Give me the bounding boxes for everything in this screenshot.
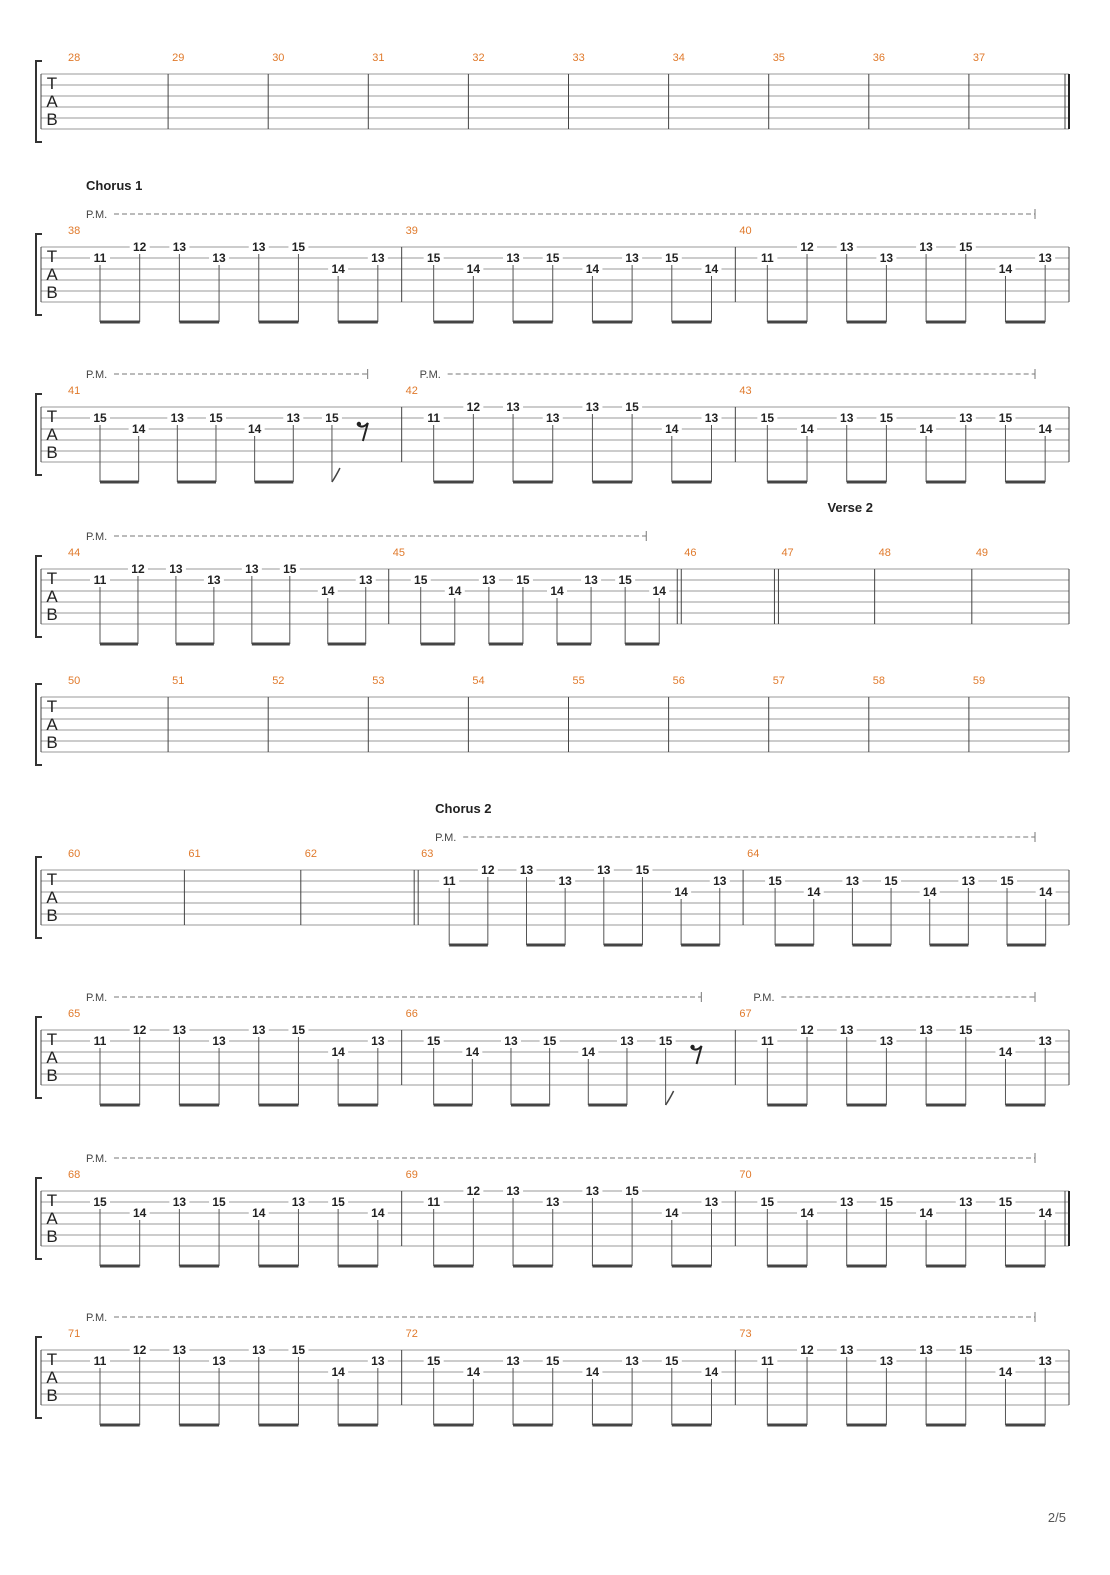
fret-number: 13 — [506, 1354, 520, 1368]
fret-number: 15 — [635, 863, 650, 877]
palm-mute-label: P.M. — [86, 1312, 108, 1324]
fret-number: 15 — [760, 1195, 775, 1209]
measure-number: 63 — [421, 848, 434, 860]
clef-letter: A — [46, 1048, 58, 1067]
fret-number: 13 — [546, 1195, 560, 1209]
fret-number: 13 — [1038, 1034, 1052, 1048]
fret-number: 15 — [658, 1034, 673, 1048]
section-marker: Chorus 2 — [435, 801, 492, 816]
measure-number: 65 — [68, 1008, 81, 1020]
note-flag — [332, 468, 340, 482]
tab-system — [36, 992, 1069, 1105]
measure-number: 46 — [684, 547, 697, 559]
fret-number: 15 — [331, 1195, 345, 1209]
fret-number: 13 — [212, 1034, 226, 1048]
clef-letter: B — [46, 110, 58, 129]
measure-number: 41 — [68, 385, 81, 397]
measure-number: 43 — [739, 385, 752, 397]
measure-number: 69 — [405, 1169, 418, 1181]
fret-number: 14 — [448, 584, 462, 598]
measure-number: 32 — [472, 52, 485, 64]
fret-number: 13 — [212, 1354, 226, 1368]
fret-number: 13 — [172, 240, 187, 254]
fret-number: 14 — [652, 584, 666, 598]
tab-system — [36, 801, 1069, 945]
clef-letter: A — [46, 92, 58, 111]
clef-letter: B — [46, 1386, 58, 1405]
clef-letter: T — [46, 1350, 58, 1369]
fret-number: 12 — [131, 562, 145, 576]
fret-number: 13 — [212, 251, 226, 265]
fret-number: 14 — [998, 1045, 1013, 1059]
fret-number: 13 — [1038, 251, 1052, 265]
fret-number: 15 — [325, 411, 339, 425]
fret-number: 13 — [252, 1023, 266, 1037]
fret-number: 14 — [585, 262, 600, 276]
fret-number: 12 — [133, 240, 147, 254]
fret-number: 13 — [286, 411, 300, 425]
page-number: 2/5 — [1047, 1510, 1066, 1525]
fret-number: 12 — [481, 863, 495, 877]
measure-number: 57 — [772, 675, 785, 687]
fret-number: 12 — [133, 1343, 147, 1357]
measure-number: 55 — [572, 675, 585, 687]
tab-system — [36, 675, 1069, 765]
fret-number: 14 — [665, 1206, 679, 1220]
measure-number: 61 — [188, 848, 201, 860]
fret-number: 15 — [768, 874, 782, 888]
fret-number: 13 — [959, 1195, 973, 1209]
fret-number: 15 — [959, 240, 973, 254]
fret-number: 13 — [879, 251, 894, 265]
fret-number: 13 — [506, 251, 520, 265]
clef-letter: B — [46, 605, 58, 624]
fret-number: 11 — [760, 251, 774, 265]
clef-letter: A — [46, 1368, 58, 1387]
fret-number: 13 — [252, 1343, 266, 1357]
fret-number: 14 — [466, 262, 481, 276]
measure-number: 52 — [272, 675, 285, 687]
fret-number: 13 — [169, 562, 183, 576]
fret-number: 15 — [618, 573, 632, 587]
clef-letter: T — [46, 1030, 58, 1049]
fret-number: 14 — [1038, 1206, 1052, 1220]
measure-number: 37 — [972, 52, 986, 64]
fret-number: 13 — [1038, 1354, 1052, 1368]
fret-number: 13 — [840, 1343, 854, 1357]
fret-number: 13 — [252, 240, 266, 254]
clef-letter: B — [46, 443, 58, 462]
fret-number: 15 — [959, 1023, 973, 1037]
measure-number: 53 — [372, 675, 385, 687]
fret-number: 13 — [840, 1195, 854, 1209]
fret-number: 15 — [625, 1184, 639, 1198]
fret-number: 14 — [704, 262, 719, 276]
fret-number: 12 — [466, 1184, 481, 1198]
fret-number: 14 — [581, 1045, 595, 1059]
tab-system — [36, 369, 1069, 482]
measure-number: 28 — [68, 52, 81, 64]
fret-number: 13 — [245, 562, 259, 576]
fret-number: 11 — [93, 573, 107, 587]
fret-number: 15 — [760, 411, 775, 425]
fret-number: 13 — [840, 1023, 854, 1037]
fret-number: 15 — [291, 1343, 306, 1357]
fret-number: 14 — [331, 262, 345, 276]
eighth-rest-dot — [357, 422, 361, 426]
measure-number: 47 — [781, 547, 794, 559]
palm-mute-label: P.M. — [86, 369, 108, 381]
section-marker: Verse 2 — [827, 500, 873, 515]
tab-system — [36, 178, 1069, 322]
fret-number: 13 — [704, 411, 719, 425]
fret-number: 15 — [884, 874, 898, 888]
fret-number: 14 — [1038, 422, 1052, 436]
fret-number: 14 — [704, 1365, 719, 1379]
fret-number: 13 — [625, 251, 639, 265]
fret-number: 14 — [800, 422, 814, 436]
fret-number: 13 — [704, 1195, 719, 1209]
measure-number: 34 — [672, 52, 685, 64]
fret-number: 15 — [665, 1354, 679, 1368]
clef-letter: T — [46, 697, 58, 716]
fret-number: 14 — [331, 1045, 345, 1059]
fret-number: 14 — [371, 1206, 385, 1220]
fret-number: 15 — [426, 1354, 441, 1368]
clef-letter: B — [46, 1066, 58, 1085]
section-marker: Chorus 1 — [86, 178, 143, 193]
fret-number: 14 — [919, 422, 933, 436]
eighth-rest-dot — [690, 1045, 694, 1049]
fret-number: 15 — [546, 1354, 560, 1368]
fret-number: 13 — [172, 1195, 187, 1209]
clef-letter: T — [46, 1191, 58, 1210]
fret-number: 14 — [998, 262, 1013, 276]
fret-number: 15 — [998, 1195, 1013, 1209]
measure-number: 40 — [739, 225, 752, 237]
clef-letter: A — [46, 587, 58, 606]
fret-number: 13 — [172, 1343, 187, 1357]
fret-number: 14 — [1038, 885, 1053, 899]
fret-number: 15 — [414, 573, 428, 587]
fret-number: 13 — [207, 573, 221, 587]
clef-letter: T — [46, 407, 58, 426]
fret-number: 13 — [840, 240, 854, 254]
fret-number: 13 — [371, 251, 385, 265]
fret-number: 13 — [840, 411, 854, 425]
measure-number: 29 — [172, 52, 185, 64]
measure-number: 51 — [172, 675, 185, 687]
tab-system — [36, 1153, 1069, 1266]
fret-number: 12 — [800, 1343, 814, 1357]
fret-number: 13 — [519, 863, 534, 877]
fret-number: 13 — [620, 1034, 634, 1048]
fret-number: 13 — [879, 1354, 894, 1368]
palm-mute-label: P.M. — [86, 1153, 108, 1165]
clef-letter: A — [46, 1209, 58, 1228]
fret-number: 14 — [131, 422, 146, 436]
fret-number: 15 — [879, 1195, 894, 1209]
fret-number: 13 — [371, 1354, 385, 1368]
fret-number: 13 — [713, 874, 727, 888]
measure-number: 70 — [739, 1169, 752, 1181]
fret-number: 14 — [252, 1206, 266, 1220]
fret-number: 13 — [546, 411, 560, 425]
fret-number: 14 — [550, 584, 564, 598]
fret-number: 13 — [597, 863, 611, 877]
fret-number: 13 — [584, 573, 598, 587]
fret-number: 13 — [506, 400, 520, 414]
clef-letter: T — [46, 569, 58, 588]
measure-number: 50 — [68, 675, 81, 687]
fret-number: 11 — [427, 1195, 441, 1209]
fret-number: 13 — [504, 1034, 518, 1048]
tab-system — [36, 500, 1069, 644]
fret-number: 13 — [845, 874, 860, 888]
measure-number: 45 — [392, 547, 405, 559]
palm-mute-label: P.M. — [753, 992, 775, 1004]
fret-number: 15 — [426, 1034, 441, 1048]
clef-letter: A — [46, 715, 58, 734]
fret-number: 11 — [427, 411, 441, 425]
measure-number: 67 — [739, 1008, 752, 1020]
fret-number: 13 — [959, 411, 973, 425]
note-flag — [666, 1091, 674, 1105]
measure-number: 72 — [405, 1328, 418, 1340]
fret-number: 13 — [506, 1184, 520, 1198]
fret-number: 15 — [546, 251, 560, 265]
fret-number: 12 — [800, 240, 814, 254]
measure-number: 62 — [304, 848, 318, 860]
fret-number: 15 — [283, 562, 297, 576]
fret-number: 11 — [760, 1354, 774, 1368]
measure-number: 71 — [68, 1328, 81, 1340]
fret-number: 15 — [93, 411, 107, 425]
measure-number: 60 — [68, 848, 81, 860]
fret-number: 13 — [961, 874, 976, 888]
measure-number: 56 — [672, 675, 685, 687]
fret-number: 12 — [800, 1023, 814, 1037]
measure-number: 30 — [272, 52, 285, 64]
measure-number: 54 — [472, 675, 485, 687]
fret-number: 13 — [879, 1034, 894, 1048]
clef-letter: B — [46, 733, 58, 752]
fret-number: 13 — [585, 400, 600, 414]
fret-number: 11 — [442, 874, 456, 888]
fret-number: 11 — [760, 1034, 774, 1048]
palm-mute-label: P.M. — [86, 209, 108, 221]
palm-mute-label: P.M. — [86, 992, 108, 1004]
fret-number: 13 — [172, 1023, 187, 1037]
fret-number: 12 — [133, 1023, 147, 1037]
fret-number: 13 — [919, 240, 933, 254]
measure-number: 49 — [975, 547, 989, 559]
fret-number: 13 — [359, 573, 373, 587]
fret-number: 14 — [665, 422, 679, 436]
tab-system — [36, 52, 1069, 142]
tab-system — [36, 1312, 1069, 1425]
fret-number: 13 — [625, 1354, 639, 1368]
fret-number: 13 — [371, 1034, 385, 1048]
fret-number: 15 — [212, 1195, 226, 1209]
fret-number: 14 — [919, 1206, 933, 1220]
fret-number: 15 — [426, 251, 441, 265]
measure-number: 42 — [405, 385, 418, 397]
clef-letter: A — [46, 265, 58, 284]
measure-number: 39 — [405, 225, 418, 237]
clef-letter: B — [46, 1227, 58, 1246]
clef-letter: B — [46, 283, 58, 302]
fret-number: 13 — [919, 1343, 933, 1357]
clef-letter: B — [46, 906, 58, 925]
fret-number: 15 — [93, 1195, 107, 1209]
clef-letter: T — [46, 247, 58, 266]
fret-number: 13 — [170, 411, 184, 425]
palm-mute-label: P.M. — [435, 832, 457, 844]
palm-mute-label: P.M. — [86, 531, 108, 543]
fret-number: 14 — [800, 1206, 814, 1220]
fret-number: 14 — [585, 1365, 600, 1379]
fret-number: 14 — [465, 1045, 480, 1059]
clef-letter: T — [46, 74, 58, 93]
measure-number: 68 — [68, 1169, 81, 1181]
measure-number: 31 — [372, 52, 385, 64]
fret-number: 11 — [93, 1354, 107, 1368]
fret-number: 14 — [674, 885, 688, 899]
fret-number: 15 — [291, 1023, 306, 1037]
fret-number: 14 — [998, 1365, 1013, 1379]
fret-number: 15 — [516, 573, 530, 587]
clef-letter: A — [46, 888, 58, 907]
measure-number: 48 — [878, 547, 891, 559]
fret-number: 15 — [291, 240, 306, 254]
fret-number: 14 — [321, 584, 335, 598]
fret-number: 13 — [482, 573, 496, 587]
measure-number: 36 — [872, 52, 886, 64]
fret-number: 13 — [919, 1023, 933, 1037]
measure-number: 58 — [872, 675, 886, 687]
measure-number: 59 — [972, 675, 986, 687]
measure-number: 64 — [747, 848, 760, 860]
measure-number: 66 — [405, 1008, 418, 1020]
measure-number: 38 — [68, 225, 81, 237]
clef-letter: T — [46, 870, 58, 889]
fret-number: 15 — [665, 251, 679, 265]
clef-letter: A — [46, 425, 58, 444]
palm-mute-label: P.M. — [419, 369, 441, 381]
fret-number: 13 — [585, 1184, 600, 1198]
measure-number: 73 — [739, 1328, 752, 1340]
fret-number: 15 — [998, 411, 1013, 425]
fret-number: 13 — [291, 1195, 306, 1209]
fret-number: 12 — [466, 400, 481, 414]
fret-number: 15 — [625, 400, 639, 414]
fret-number: 14 — [331, 1365, 345, 1379]
fret-number: 15 — [1000, 874, 1014, 888]
fret-number: 14 — [923, 885, 937, 899]
fret-number: 15 — [542, 1034, 557, 1048]
fret-number: 14 — [466, 1365, 481, 1379]
measure-number: 35 — [772, 52, 785, 64]
fret-number: 15 — [209, 411, 223, 425]
fret-number: 14 — [807, 885, 821, 899]
measure-number: 44 — [68, 547, 81, 559]
measure-number: 33 — [572, 52, 585, 64]
fret-number: 15 — [879, 411, 894, 425]
fret-number: 13 — [558, 874, 572, 888]
fret-number: 14 — [133, 1206, 147, 1220]
fret-number: 14 — [247, 422, 262, 436]
fret-number: 11 — [93, 1034, 107, 1048]
fret-number: 15 — [959, 1343, 973, 1357]
fret-number: 11 — [93, 251, 107, 265]
